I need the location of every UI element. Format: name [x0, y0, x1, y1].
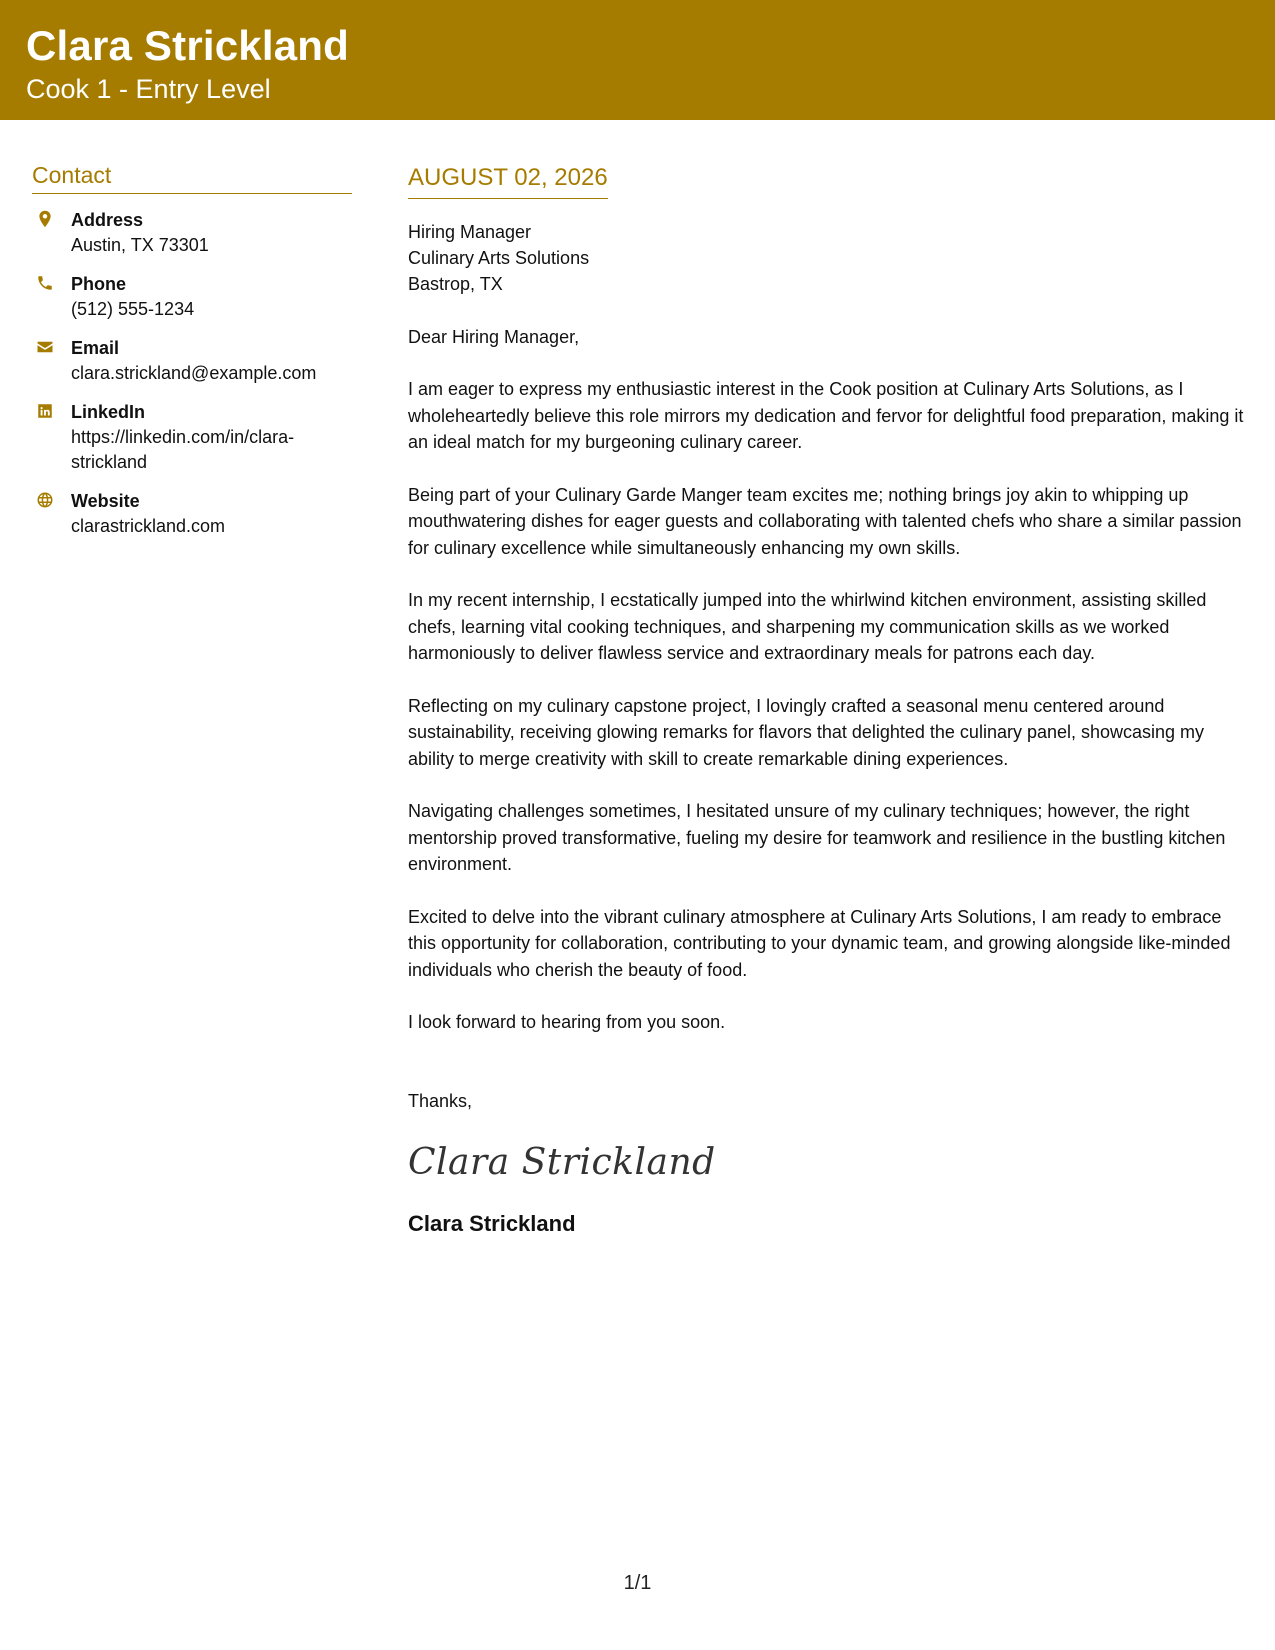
contact-website: [32, 489, 352, 539]
contact-sidebar: [32, 162, 352, 553]
contact-linkedin: [32, 400, 352, 475]
linkedin-value: https://linkedin.com/in/clara-strickland: [71, 427, 295, 472]
signed-name: Clara Strickland: [408, 1210, 576, 1236]
page-number: 1/1: [623, 1572, 652, 1594]
email-value: clara.strickland@example.com: [71, 363, 317, 383]
phone-icon: [36, 274, 54, 292]
contact-email: [32, 336, 352, 386]
recipient-line: Hiring Manager: [408, 222, 532, 242]
letter-body: [408, 164, 1253, 1237]
closing: Thanks,: [408, 1090, 473, 1111]
phone-label: Phone: [71, 274, 127, 294]
contact-heading: Contact: [32, 162, 352, 194]
letter-paragraph: Being part of your Culinary Garde Manger team excites me; nothing brings joy akin to whipping up mouthwatering dishes for eager guests and collaborating with talented chefs who share a similar passion for culinary excellence while simultaneously enhancing my own skills.: [408, 484, 1242, 558]
letter-paragraph: Navigating challenges sometimes, I hesitated unsure of my culinary techniques; however, the right mentorship proved transformative, fueling my desire for teamwork and resilience in the bustling kitchen environment.: [408, 801, 1226, 874]
job-title: Cook 1 - Entry Level: [26, 74, 271, 104]
recipient-block: [408, 219, 1253, 297]
recipient-line: Bastrop, TX: [408, 274, 503, 294]
address-label: Address: [71, 210, 144, 230]
letter-paragraph: I am eager to express my enthusiastic interest in the Cook position at Culinary Arts Solutions, as I wholeheartedly believe this role mirrors my dedication and fervor for delightful food preparation, making it an ideal match for my burgeoning culinary career.: [408, 379, 1244, 452]
recipient-line: Culinary Arts Solutions: [408, 248, 590, 268]
handwritten-signature: Clara Strickland: [408, 1141, 716, 1183]
linkedin-icon: [36, 402, 54, 420]
envelope-icon: [36, 338, 54, 356]
website-label: Website: [71, 491, 140, 511]
website-value: clarastrickland.com: [71, 516, 226, 536]
applicant-name: Clara Strickland: [26, 22, 349, 69]
address-value: Austin, TX 73301: [71, 235, 209, 255]
letter-paragraph: Excited to delve into the vibrant culinary atmosphere at Culinary Arts Solutions, I am ready to embrace this opportunity for collaboration, contributing to your dynamic team, and growing alongside like-minded individuals who cherish the beauty of food.: [408, 906, 1231, 980]
header-banner: [0, 0, 1275, 120]
linkedin-label: LinkedIn: [71, 402, 146, 422]
email-label: Email: [71, 338, 120, 358]
letter-date: AUGUST 02, 2026: [408, 164, 608, 199]
map-pin-icon: [36, 210, 54, 228]
letter-paragraph: I look forward to hearing from you soon.: [408, 1012, 726, 1032]
phone-value: (512) 555-1234: [71, 299, 195, 319]
globe-icon: [36, 491, 54, 509]
salutation: Dear Hiring Manager,: [408, 327, 580, 347]
letter-paragraph: In my recent internship, I ecstatically jumped into the whirlwind kitchen environment, assisting skilled chefs, learning vital cooking techniques, and sharpening my communication skills as we worked harmoniously to deliver flawless service and extraordinary meals for patrons each day.: [408, 590, 1207, 663]
contact-address: [32, 208, 352, 258]
contact-phone: [32, 272, 352, 322]
letter-paragraph: Reflecting on my culinary capstone project, I lovingly crafted a seasonal menu centered around sustainability, receiving glowing remarks for flavors that delighted the culinary panel, showcasing my ability to merge creativity with skill to create remarkable dining experiences.: [408, 695, 1205, 769]
